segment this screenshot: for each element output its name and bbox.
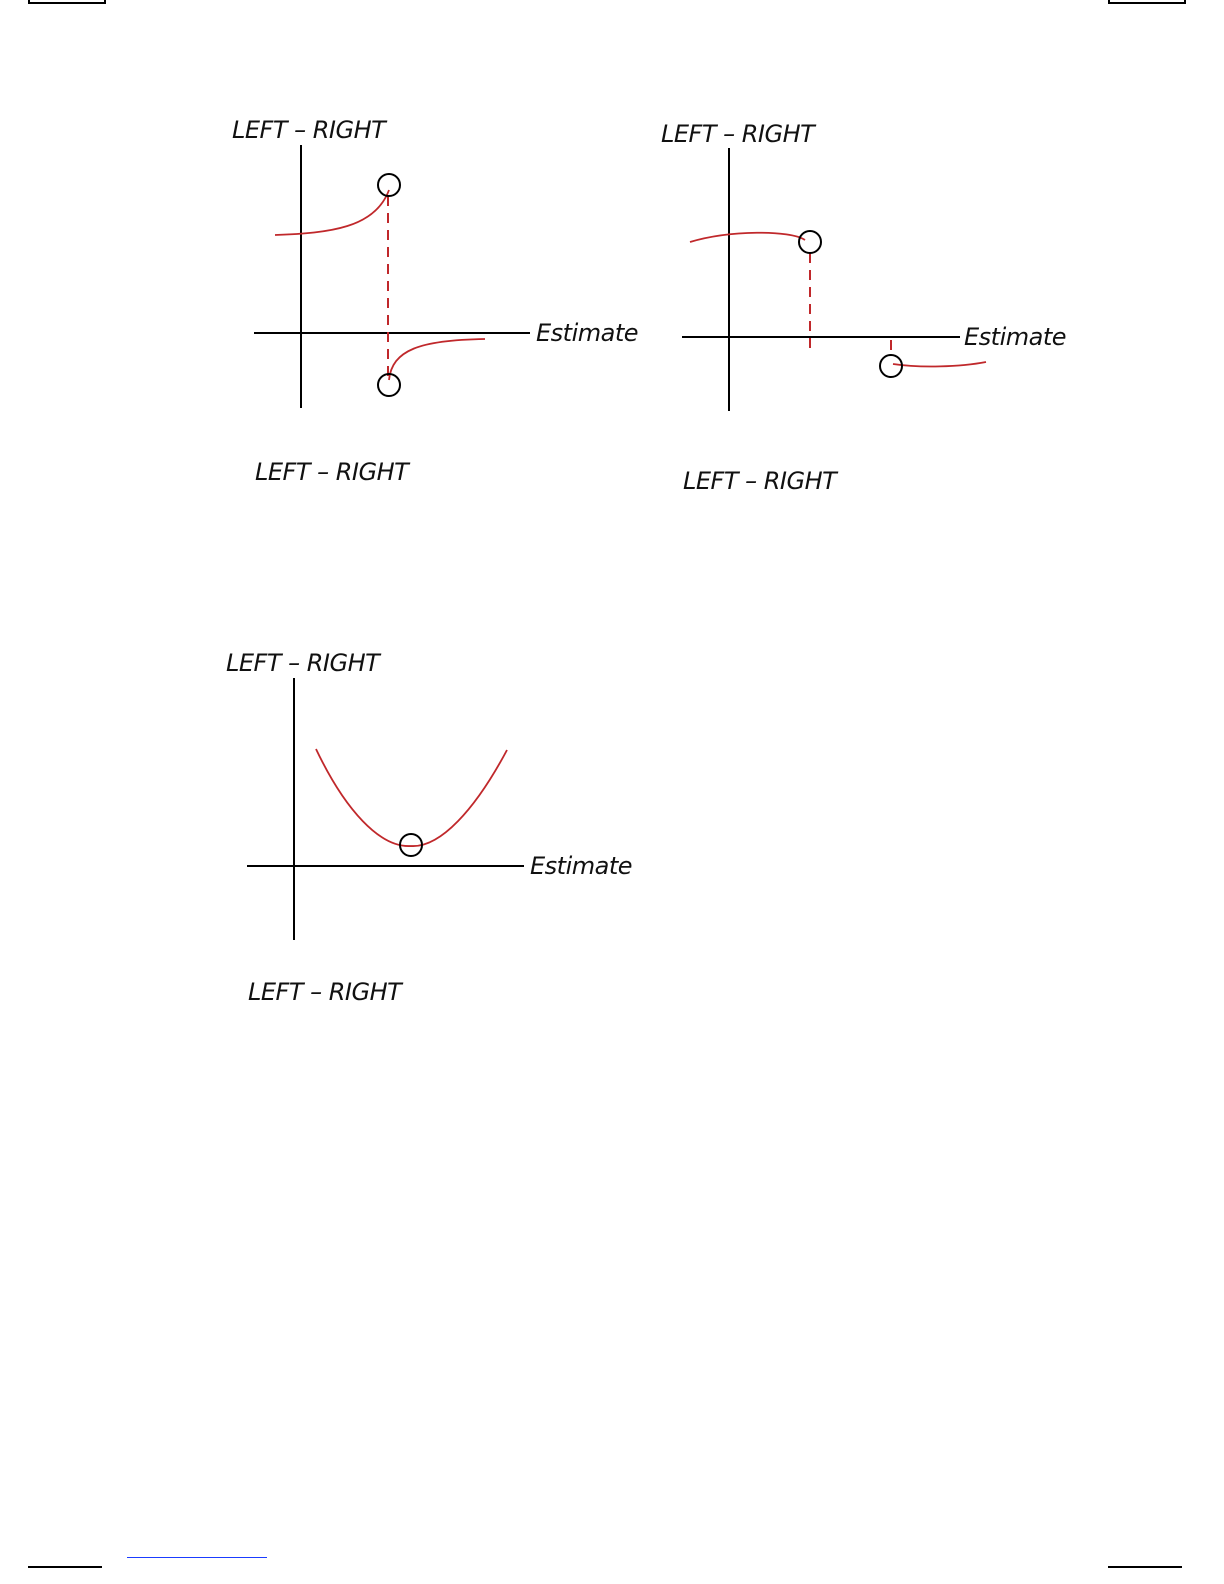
figure-1-right-branch: [389, 339, 485, 380]
figure-3: [226, 649, 632, 1006]
figure-2-right-branch: [893, 362, 986, 366]
figure-1-left-branch: [275, 190, 389, 235]
figure-3-x-label: Estimate: [530, 852, 633, 880]
figure-2-caption: LEFT – RIGHT: [683, 467, 837, 495]
figure-1: [232, 116, 638, 486]
figure-2-x-label: Estimate: [964, 323, 1067, 351]
figure-2-left-branch: [690, 233, 805, 242]
figure-2-upper-marker: [799, 231, 821, 253]
figure-2: [661, 120, 1066, 495]
figure-1-caption: LEFT – RIGHT: [255, 458, 409, 486]
figure-2-lower-marker: [880, 355, 902, 377]
figure-1-y-label: LEFT – RIGHT: [232, 116, 386, 144]
figure-3-y-label: LEFT – RIGHT: [226, 649, 380, 677]
figure-3-caption: LEFT – RIGHT: [248, 978, 402, 1006]
figure-3-parabola: [316, 749, 507, 846]
figure-2-y-label: LEFT – RIGHT: [661, 120, 815, 148]
figure-1-upper-marker: [378, 174, 400, 196]
figure-1-x-label: Estimate: [536, 319, 639, 347]
